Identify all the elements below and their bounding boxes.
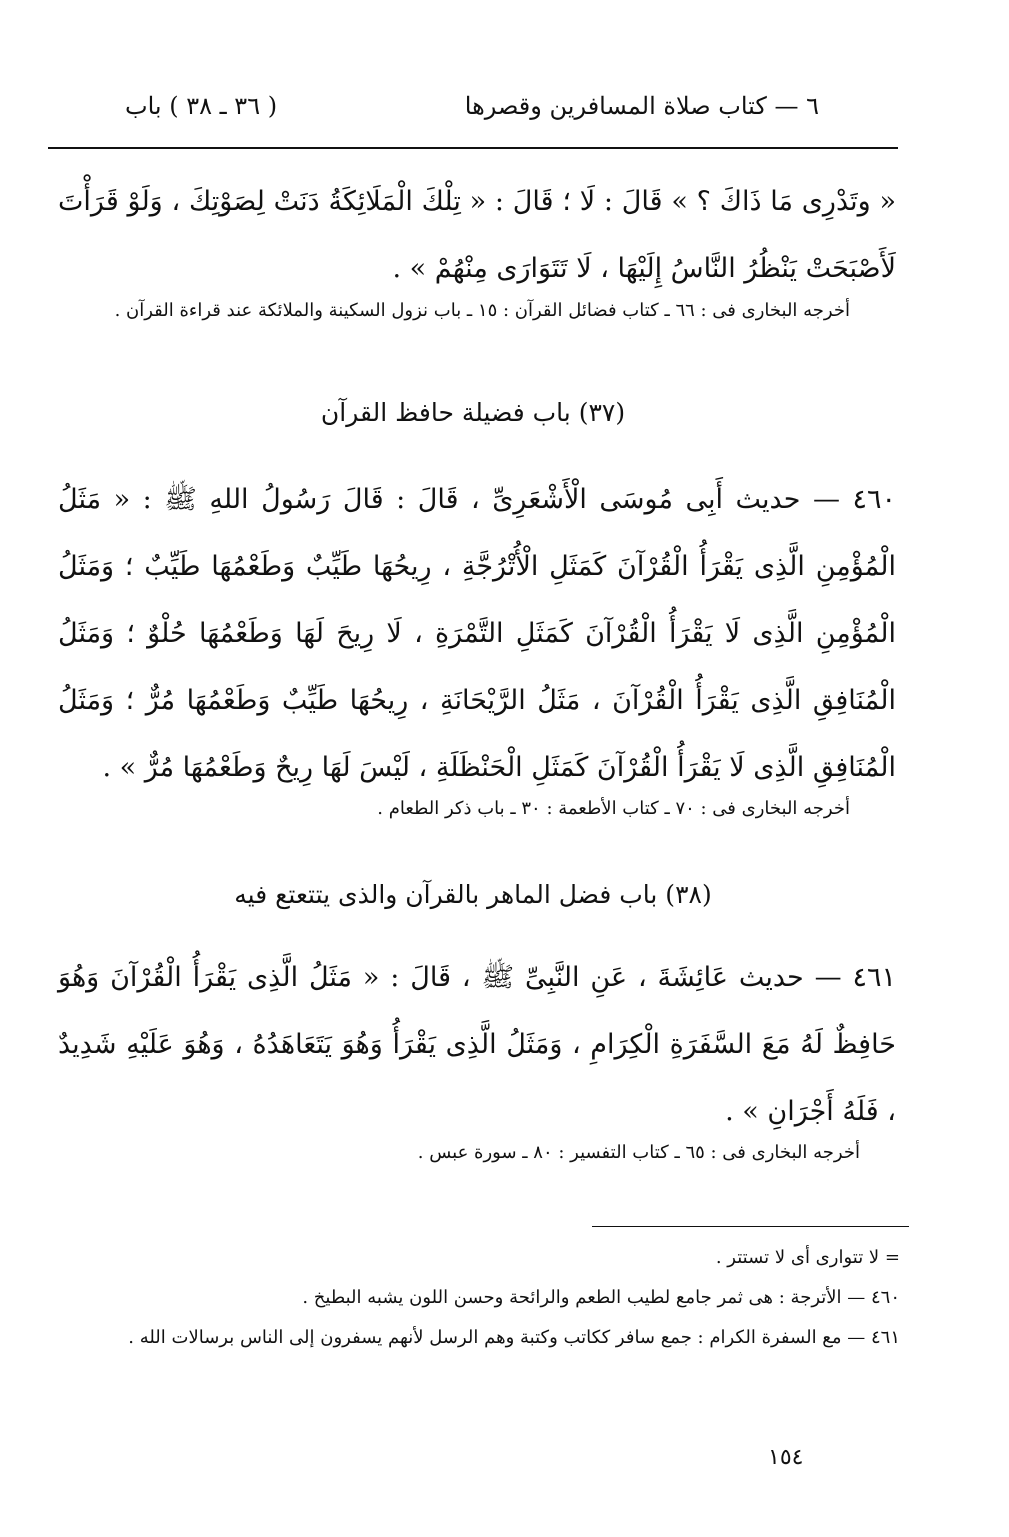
footnotes — [60, 1238, 900, 1358]
source-reference-37: أخرجه البخارى فى : ٧٠ ـ كتاب الأطعمة : ٣٠ ـ باب ذكر الطعام . — [377, 798, 850, 819]
footnote-1: = لا تتوارى أى لا تستتر . — [715, 1247, 900, 1268]
chapter-range: ( ٣٦ ـ ٣٨ ) باب — [125, 92, 278, 120]
hadith-460: ٤٦٠ — حديث أَبِى مُوسَى الْأَشْعَرِىِّ ، قَالَ : قَالَ رَسُولُ اللهِ ﷺ : « مَثَلُ الْمُؤْمِنِ الَّذِى يَقْرَأُ الْقُرْآنَ كَمَثَلِ الْأُتْرُجَّةِ ، رِيحُهَا طَيِّبٌ وَطَعْمُهَا طَيِّبٌ ؛ وَمَثَلُ الْمُؤْمِنِ الَّذِى لَا يَقْرَأُ الْقُرْآنَ كَمَثَلِ التَّمْرَةِ ، لَا رِيحَ لَهَا وَطَعْمُهَا حُلْوٌ ؛ وَمَثَلُ الْمُنَافِقِ الَّذِى يَقْرَأُ الْقُرْآنَ ، مَثَلُ الرَّيْحَانَةِ ، رِيحُهَا طَيِّبٌ وَطَعْمُهَا مُرٌّ ؛ وَمَثَلُ الْمُنَافِقِ الَّذِى لَا يَقْرَأُ الْقُرْآنَ كَمَثَلِ الْحَنْظَلَةِ ، لَيْسَ لَهَا رِيحٌ وَطَعْمُهَا مُرٌّ » . — [58, 484, 896, 783]
hadith-continuation: « وتَدْرِى مَا ذَاكَ ؟ » قَالَ : لَا ؛ قَالَ : « تِلْكَ الْمَلَائِكَةُ دَنَتْ لِصَوْتِكَ ، وَلَوْ قَرَأْتَ لَأَصْبَحَتْ يَنْظُرُ النَّاسُ إِلَيْهَا ، لَا تَتَوَارَى مِنْهُمْ » . — [58, 186, 896, 284]
page-header — [0, 92, 1009, 142]
chapter-heading-38: (٣٨) باب فضل الماهر بالقرآن والذى يتتعتع فيه — [234, 880, 712, 909]
header-rule — [48, 147, 898, 149]
source-reference-38: أخرجه البخارى فى : ٦٥ ـ كتاب التفسير : ٨٠ ـ سورة عبس . — [417, 1142, 860, 1163]
source-reference-36: أخرجه البخارى فى : ٦٦ ـ كتاب فضائل القرآن : ١٥ ـ باب نزول السكينة والملائكة عند قراءة القرآن . — [114, 300, 850, 321]
footnote-3: ٤٦١ — مع السفرة الكرام : جمع سافر ككاتب وكتبة وهم الرسل لأنهم يسفرون إلى الناس برسالات الله . — [128, 1327, 900, 1348]
running-title: ٦ — كتاب صلاة المسافرين وقصرها — [464, 92, 819, 120]
chapter-heading-37: (٣٧) باب فضيلة حافظ القرآن — [320, 398, 626, 427]
hadith-461: ٤٦١ — حديث عَائِشَةَ ، عَنِ النَّبِىِّ ﷺ ، قَالَ : « مَثَلُ الَّذِى يَقْرَأُ الْقُرْآنَ وَهُوَ حَافِظٌ لَهُ مَعَ السَّفَرَةِ الْكِرَامِ ، وَمَثَلُ الَّذِى يَقْرَأُ وَهُوَ يَتَعَاهَدُهُ ، وَهُوَ عَلَيْهِ شَدِيدٌ ، فَلَهُ أَجْرَانِ » . — [58, 962, 896, 1127]
footnote-2: ٤٦٠ — الأترجة : هى ثمر جامع لطيب الطعم والرائحة وحسن اللون يشبه البطيخ . — [302, 1287, 900, 1308]
footnote-rule — [592, 1226, 909, 1227]
page-number: ١٥٤ — [768, 1445, 804, 1470]
